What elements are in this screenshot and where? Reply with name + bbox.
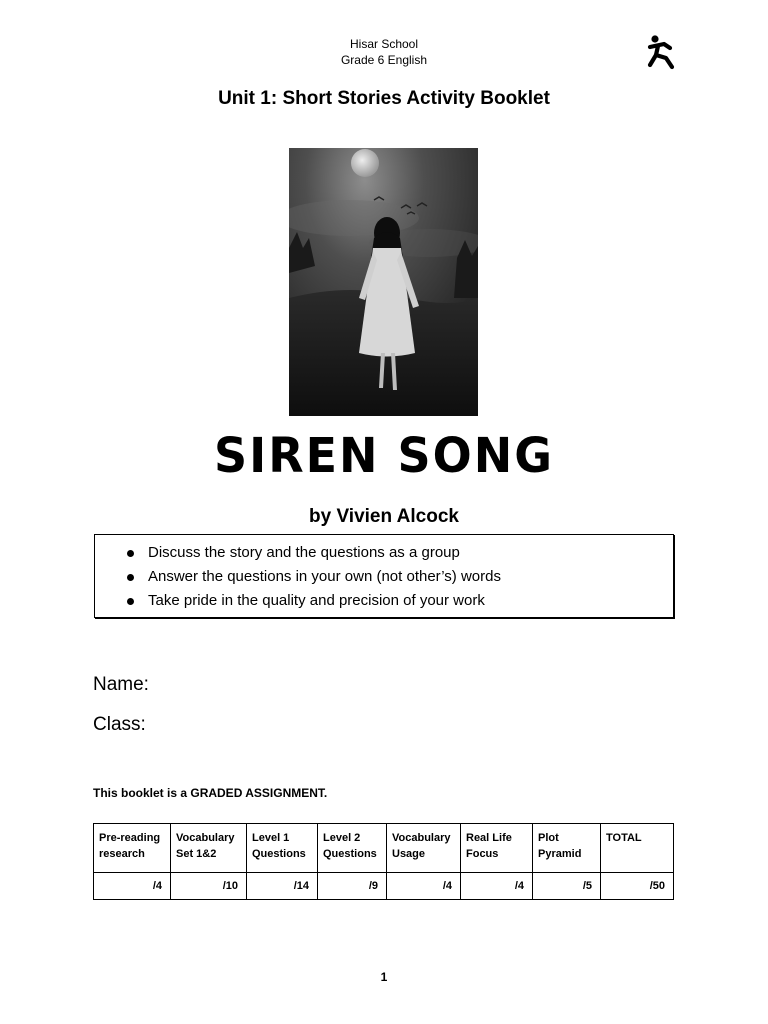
running-figure-icon xyxy=(644,34,678,70)
header-cell-real-life: Real Life Focus xyxy=(461,824,533,873)
girl-in-white-dress-night-image xyxy=(289,148,478,416)
header-cell-total: TOTAL xyxy=(601,824,674,873)
grade-table-header-row xyxy=(94,824,674,873)
score-cell[interactable]: /9 xyxy=(318,873,387,900)
header-cell-vocabulary-usage: Vocabulary Usage xyxy=(387,824,461,873)
instruction-item: Discuss the story and the questions as a group xyxy=(95,541,673,565)
page-number: 1 xyxy=(380,970,388,984)
instructions-box xyxy=(94,534,674,618)
header-cell-level-2: Level 2 Questions xyxy=(318,824,387,873)
header-cell-plot-pyramid: Plot Pyramid xyxy=(533,824,601,873)
header-cell-vocabulary-set: Vocabulary Set 1&2 xyxy=(171,824,247,873)
grade-table-score-row xyxy=(94,873,674,900)
grade-subject: Grade 6 English xyxy=(340,53,428,67)
score-cell-total[interactable]: /50 xyxy=(601,873,674,900)
header-cell-level-1: Level 1 Questions xyxy=(247,824,318,873)
author-line: by Vivien Alcock xyxy=(309,506,459,527)
booklet-title: Unit 1: Short Stories Activity Booklet xyxy=(218,88,550,109)
school-name: Hisar School xyxy=(349,37,419,51)
graded-assignment-note: This booklet is a GRADED ASSIGNMENT. xyxy=(93,786,328,800)
score-cell[interactable]: /5 xyxy=(533,873,601,900)
score-cell[interactable]: /4 xyxy=(94,873,171,900)
score-cell[interactable]: /4 xyxy=(461,873,533,900)
name-field-label: Name: xyxy=(93,674,149,695)
score-cell[interactable]: /14 xyxy=(247,873,318,900)
instruction-item: Answer the questions in your own (not other’s) words xyxy=(95,565,673,589)
grade-table xyxy=(93,823,674,900)
story-title: SIREN SONG xyxy=(213,426,555,484)
instruction-item: Take pride in the quality and precision of your work xyxy=(95,589,673,613)
class-field-label: Class: xyxy=(93,714,146,735)
score-cell[interactable]: /10 xyxy=(171,873,247,900)
score-cell[interactable]: /4 xyxy=(387,873,461,900)
header-cell-pre-reading: Pre-reading research xyxy=(94,824,171,873)
